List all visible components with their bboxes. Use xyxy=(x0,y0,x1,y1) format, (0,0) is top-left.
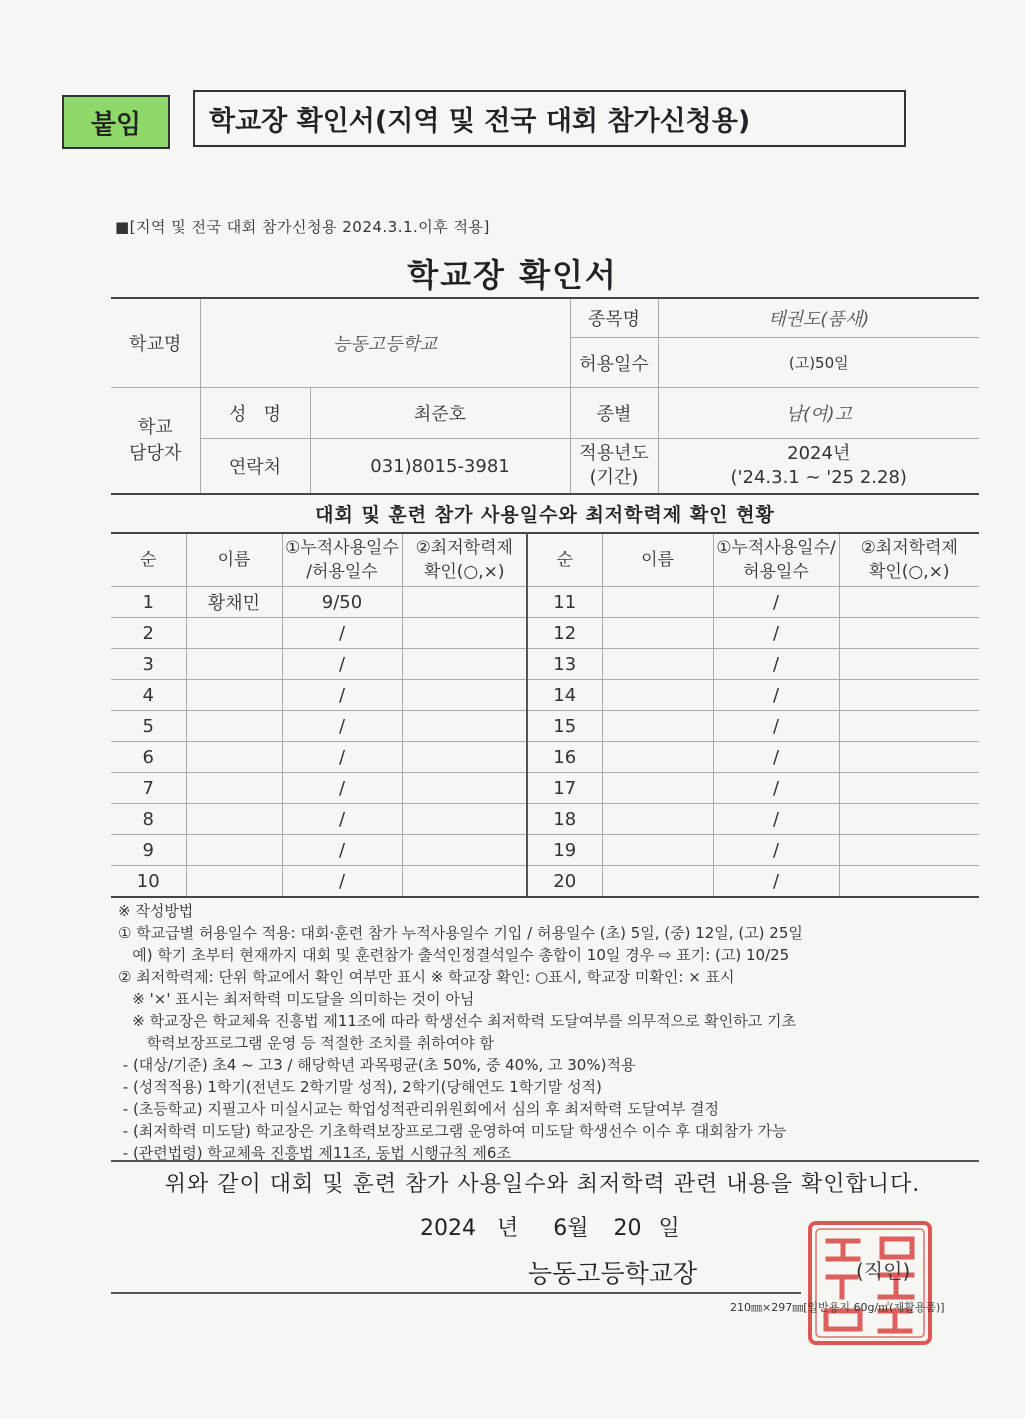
col-days-header-right-line2: 허용일수 xyxy=(743,562,809,582)
contact-label: 연락처 xyxy=(200,439,310,495)
row-days-cell: / xyxy=(713,804,839,835)
method-line: - (대상/기준) 초4 ~ 고3 / 해당학년 과목평균(초 50%, 중 40%, 고 30%)적용 xyxy=(118,1056,636,1074)
row-days-cell: / xyxy=(282,835,402,866)
col-check-header-right-line2: 확인(○,×) xyxy=(868,562,950,582)
row-name-cell xyxy=(602,680,713,711)
date-year-unit: 년 xyxy=(497,1216,519,1241)
table-row xyxy=(111,773,979,804)
school-name-value: 능동고등학교 xyxy=(200,298,570,388)
allowed-days-value: (고)50일 xyxy=(658,338,979,388)
table-row xyxy=(111,587,979,618)
table-row xyxy=(111,649,979,680)
row-check-cell xyxy=(839,680,979,711)
row-days-cell: / xyxy=(282,618,402,649)
col-check-header-line1: ②최저학력제 xyxy=(415,538,513,558)
row-days-cell: / xyxy=(282,711,402,742)
row-no-cell: 2 xyxy=(111,618,186,649)
row-days-cell: / xyxy=(282,773,402,804)
date-day: 20 xyxy=(613,1216,642,1241)
usage-table xyxy=(111,532,979,898)
row-no-cell: 18 xyxy=(527,804,602,835)
col-check-header xyxy=(402,533,527,587)
row-name-cell xyxy=(602,866,713,898)
row-days-cell: / xyxy=(282,680,402,711)
date-month: 6월 xyxy=(553,1216,589,1241)
date-year: 2024 xyxy=(420,1216,476,1241)
row-no-cell: 8 xyxy=(111,804,186,835)
row-check-cell xyxy=(839,804,979,835)
signing-date xyxy=(420,1211,680,1242)
event-value: 태권도(품새) xyxy=(658,298,979,338)
col-check-header-line2: 확인(○,×) xyxy=(423,562,505,582)
col-name-header: 이름 xyxy=(186,533,282,587)
method-line: ① 학교급별 허용일수 적용: 대회·훈련 참가 누적사용일수 기입 / 허용일수 (초) 5일, (중) 12일, (고) 25일 xyxy=(118,924,803,942)
page-title: 학교장 확인서 xyxy=(407,256,618,294)
row-name-cell xyxy=(602,711,713,742)
row-days-cell: / xyxy=(282,649,402,680)
row-name-cell xyxy=(186,742,282,773)
year-label xyxy=(570,439,658,495)
principal-name: 능동고등학교장 xyxy=(528,1259,698,1288)
divider xyxy=(111,1160,979,1162)
row-name-cell xyxy=(602,835,713,866)
row-days-cell: / xyxy=(713,866,839,898)
year-value-line1: 2024년 xyxy=(787,443,851,464)
attachment-tag: 붙임 xyxy=(62,95,170,149)
row-no-cell: 5 xyxy=(111,711,186,742)
row-no-cell: 6 xyxy=(111,742,186,773)
col-days-header-right-line1: ①누적사용일수/ xyxy=(716,538,836,558)
row-check-cell xyxy=(402,804,527,835)
row-check-cell xyxy=(839,649,979,680)
table-row xyxy=(111,804,979,835)
col-check-header-right-line1: ②최저학력제 xyxy=(860,538,958,558)
col-days-header-right xyxy=(713,533,839,587)
row-check-cell xyxy=(402,835,527,866)
row-check-cell xyxy=(402,866,527,898)
row-no-cell: 12 xyxy=(527,618,602,649)
row-no-cell: 16 xyxy=(527,742,602,773)
col-name-header-right: 이름 xyxy=(602,533,713,587)
row-days-cell: 9/50 xyxy=(282,587,402,618)
row-check-cell xyxy=(839,742,979,773)
row-no-cell: 1 xyxy=(111,587,186,618)
year-label-line2: (기간) xyxy=(589,467,639,488)
row-no-cell: 15 xyxy=(527,711,602,742)
table-row xyxy=(111,866,979,898)
method-lines xyxy=(118,922,978,1164)
method-line: ※ 학교장은 학교체육 진흥법 제11조에 따라 학생선수 최저학력 도달여부를 의무적으로 확인하고 기초 xyxy=(118,1012,797,1030)
event-label: 종목명 xyxy=(570,298,658,338)
row-no-cell: 3 xyxy=(111,649,186,680)
row-days-cell: / xyxy=(713,711,839,742)
table-row xyxy=(111,618,979,649)
row-days-cell: / xyxy=(713,618,839,649)
method-line: ② 최저학력제: 단위 학교에서 확인 여부만 표시 ※ 학교장 확인: ○표시, 학교장 미확인: × 표시 xyxy=(118,968,735,986)
paper-size-note: 210㎜×297㎜[일반용지 60g/㎡(재활용품)] xyxy=(730,1301,945,1314)
row-check-cell xyxy=(402,680,527,711)
school-info-table xyxy=(111,297,979,495)
row-days-cell: / xyxy=(713,587,839,618)
row-name-cell xyxy=(186,866,282,898)
col-no-header: 순 xyxy=(111,533,186,587)
row-no-cell: 11 xyxy=(527,587,602,618)
row-no-cell: 4 xyxy=(111,680,186,711)
contact-value: 031)8015-3981 xyxy=(310,439,570,495)
col-days-header-line2: /허용일수 xyxy=(306,562,378,582)
row-name-cell xyxy=(602,618,713,649)
row-days-cell: / xyxy=(282,804,402,835)
row-name-cell xyxy=(186,711,282,742)
method-line: - (성적적용) 1학기(전년도 2학기말 성적), 2학기(당해연도 1학기말 성적) xyxy=(118,1078,602,1096)
footer-divider xyxy=(111,1292,801,1294)
col-check-header-right xyxy=(839,533,979,587)
row-no-cell: 20 xyxy=(527,866,602,898)
manager-label xyxy=(111,388,200,495)
row-check-cell xyxy=(402,587,527,618)
year-value xyxy=(658,439,979,495)
row-check-cell xyxy=(402,649,527,680)
row-check-cell xyxy=(839,587,979,618)
row-no-cell: 10 xyxy=(111,866,186,898)
row-check-cell xyxy=(402,742,527,773)
table-row xyxy=(111,742,979,773)
row-check-cell xyxy=(839,835,979,866)
row-days-cell: / xyxy=(282,866,402,898)
row-check-cell xyxy=(839,711,979,742)
row-name-cell xyxy=(186,649,282,680)
category-value: 남(여)고 xyxy=(658,388,979,439)
method-line: - (관련법령) 학교체육 진흥법 제11조, 동법 시행규칙 제6조 xyxy=(118,1144,511,1162)
row-name-cell xyxy=(186,835,282,866)
row-name-cell xyxy=(186,680,282,711)
school-name-label: 학교명 xyxy=(111,298,200,388)
row-name-cell xyxy=(186,618,282,649)
row-name-cell xyxy=(602,649,713,680)
row-name-cell: 황채민 xyxy=(186,587,282,618)
applicability-note: ■[지역 및 전국 대회 참가신청용 2024.3.1.이후 적용] xyxy=(115,218,490,236)
manager-label-line2: 담당자 xyxy=(129,442,182,464)
name-label: 성 명 xyxy=(200,388,310,439)
row-name-cell xyxy=(602,804,713,835)
row-no-cell: 14 xyxy=(527,680,602,711)
allowed-days-label: 허용일수 xyxy=(570,338,658,388)
row-days-cell: / xyxy=(713,835,839,866)
usage-subtitle: 대회 및 훈련 참가 사용일수와 최저학력제 확인 현황 xyxy=(315,504,775,526)
year-label-line1: 적용년도 xyxy=(579,443,649,464)
table-row xyxy=(111,835,979,866)
writing-method-section xyxy=(118,900,978,1164)
row-check-cell xyxy=(839,773,979,804)
table-row xyxy=(111,711,979,742)
table-row xyxy=(111,680,979,711)
category-label: 종별 xyxy=(570,388,658,439)
method-title: ※ 작성방법 xyxy=(118,902,194,920)
row-name-cell xyxy=(186,804,282,835)
date-day-unit: 일 xyxy=(658,1216,680,1241)
row-no-cell: 19 xyxy=(527,835,602,866)
year-value-line2: ('24.3.1 ~ '25 2.28) xyxy=(730,467,907,488)
row-no-cell: 17 xyxy=(527,773,602,804)
row-name-cell xyxy=(602,773,713,804)
col-days-header-line1: ①누적사용일수 xyxy=(285,538,399,558)
method-line: 학력보장프로그램 운영 등 적절한 조치를 취하여야 함 xyxy=(118,1034,494,1052)
document-header-title: 학교장 확인서(지역 및 전국 대회 참가신청용) xyxy=(193,90,906,147)
confirmation-text: 위와 같이 대회 및 훈련 참가 사용일수와 최저학력 관련 내용을 확인합니다. xyxy=(164,1172,921,1197)
seal-label: (직인) xyxy=(856,1259,911,1283)
row-days-cell: / xyxy=(713,649,839,680)
row-check-cell xyxy=(839,618,979,649)
row-name-cell xyxy=(602,587,713,618)
row-no-cell: 9 xyxy=(111,835,186,866)
manager-name-value: 최준호 xyxy=(310,388,570,439)
row-days-cell: / xyxy=(713,773,839,804)
method-line: - (초등학교) 지필고사 미실시교는 학업성적관리위원회에서 심의 후 최저학력 도달여부 결정 xyxy=(118,1100,719,1118)
row-name-cell xyxy=(602,742,713,773)
method-line: 예) 학기 초부터 현재까지 대회 및 훈련참가 출석인정결석일수 총합이 10일 경우 ⇨ 표기: (고) 10/25 xyxy=(118,946,790,964)
row-check-cell xyxy=(839,866,979,898)
manager-label-line1: 학교 xyxy=(137,416,173,438)
method-line: - (최저학력 미도달) 학교장은 기초학력보장프로그램 운영하여 미도달 학생선수 이수 후 대회참가 가능 xyxy=(118,1122,787,1140)
method-line: ※ '×' 표시는 최저학력 미도달을 의미하는 것이 아님 xyxy=(118,990,475,1008)
row-check-cell xyxy=(402,773,527,804)
row-no-cell: 13 xyxy=(527,649,602,680)
row-days-cell: / xyxy=(713,742,839,773)
row-name-cell xyxy=(186,773,282,804)
row-check-cell xyxy=(402,618,527,649)
col-days-header xyxy=(282,533,402,587)
row-check-cell xyxy=(402,711,527,742)
row-days-cell: / xyxy=(713,680,839,711)
row-no-cell: 7 xyxy=(111,773,186,804)
row-days-cell: / xyxy=(282,742,402,773)
col-no-header-right: 순 xyxy=(527,533,602,587)
